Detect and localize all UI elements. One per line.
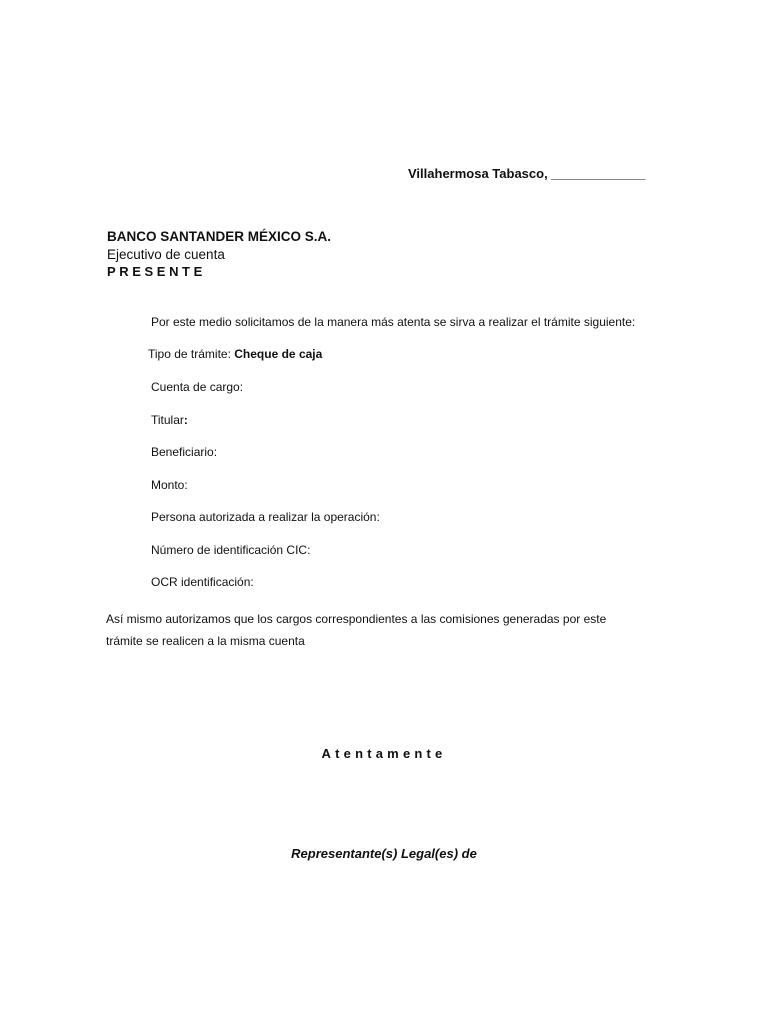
persona-autorizada-label: Persona autorizada a realizar la operación: (151, 510, 380, 524)
monto-label: Monto: (151, 478, 188, 492)
ocr-identificacion-label: OCR identificación: (151, 575, 254, 589)
titular-label: Titular (151, 413, 184, 427)
intro-text: Por este medio solicitamos de la manera más atenta se sirva a realizar el trámite siguiente: (151, 315, 636, 329)
recipient-bank-name: BANCO SANTANDER MÉXICO S.A. (107, 229, 332, 244)
tipo-tramite-value: Cheque de caja (234, 347, 323, 361)
titular-colon: : (183, 413, 188, 427)
signature-representantes: Representante(s) Legal(es) de (291, 846, 477, 861)
recipient-role: Ejecutivo de cuenta (107, 247, 225, 262)
numero-identificacion-label: Número de identificación CIC: (151, 543, 311, 557)
date-line: Villahermosa Tabasco, _____________ (408, 166, 646, 181)
cuenta-cargo-label: Cuenta de cargo: (151, 380, 244, 394)
titular-line (151, 413, 188, 427)
authorization-paragraph: Así mismo autorizamos que los cargos correspondientes a las comisiones generadas por este trámite se realicen a la misma cuenta (106, 612, 607, 648)
presente-heading: PRESENTE (107, 264, 206, 279)
closing-atentamente: Atentamente (321, 746, 447, 761)
tipo-tramite-line (148, 347, 322, 361)
beneficiario-label: Beneficiario: (151, 445, 218, 459)
tipo-tramite-label: Tipo de trámite: (148, 347, 235, 361)
